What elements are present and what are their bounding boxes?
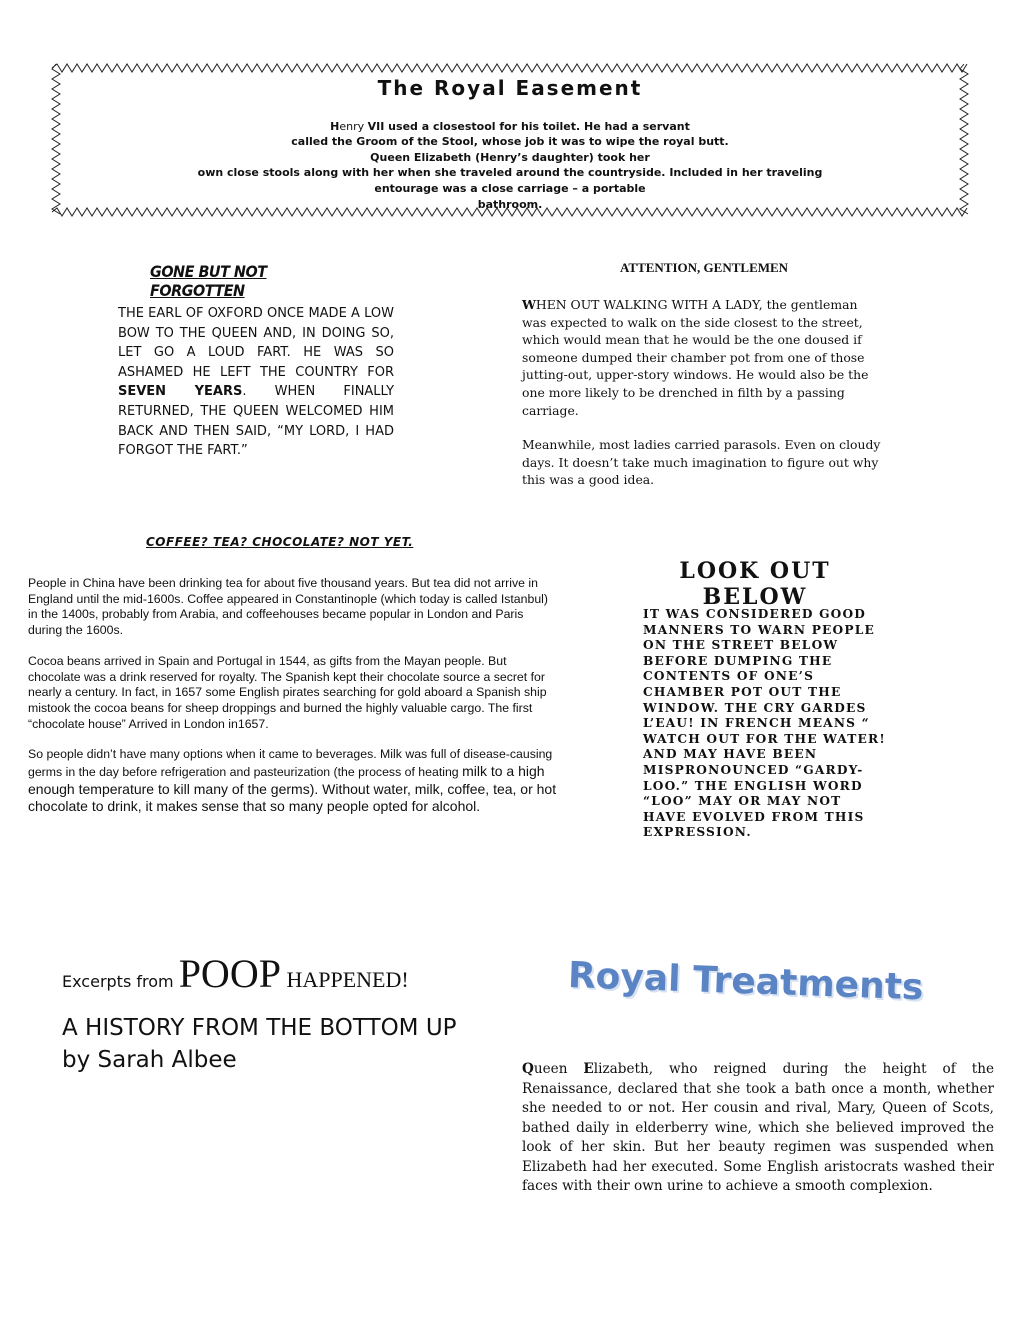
coffee-p3-a: So people didn’t have many options when it came to beverages. Milk was full of disease-causing germs in the day before refrigeration and pasteurization (the process of heating <box>28 747 553 780</box>
easement-line-1 <box>50 120 970 133</box>
coffee-paragraph-1: People in China have been drinking tea for about five thousand years. But tea did not arrive in England until the mid-1600s. Coffee appeared in Constantinople (which today is called Istanbul) in the 1400s, probably from Arabia, and coffeehouses became popular in London and Paris during the 1600s. <box>28 576 548 638</box>
coffee-heading: COFFEE? TEA? CHOCOLATE? NOT YET. <box>146 535 414 549</box>
royal-dropcap-e: E <box>583 1061 594 1077</box>
easement-line-1-b: enry <box>339 120 368 133</box>
lookout-heading: LOOK OUT BELOW <box>679 558 831 610</box>
attention-paragraph-2: Meanwhile, most ladies carried parasols. Even on cloudy days. It doesn’t take much imagination to figure out why this was a good idea. <box>522 437 881 488</box>
book-happened: HAPPENED! <box>280 967 409 992</box>
attention-dropcap: W <box>522 297 536 312</box>
royal-dropcap-q: Q <box>522 1061 534 1077</box>
coffee-paragraph-3 <box>28 747 558 816</box>
royal-treatments-body <box>522 1060 994 1197</box>
gone-heading: GONE BUT NOT FORGOTTEN <box>150 262 267 300</box>
easement-title: The Royal Easement <box>377 76 643 100</box>
book-subtitle: A HISTORY FROM THE BOTTOM UP by Sarah Albee <box>62 1015 457 1073</box>
royal-easement-box <box>50 62 970 218</box>
book-excerpts: Excerpts from <box>62 972 179 991</box>
easement-line-1-a: H <box>330 120 340 133</box>
easement-line-4: own close stools along with her when she traveled around the countryside. Included in her traveling <box>197 166 823 179</box>
attention-paragraph-1 <box>522 296 882 419</box>
gone-text-b: . WHEN FINALLY RETURNED, THE QUEEN WELCOMED HIM BACK AND THEN SAID, “MY LORD, I HAD FORGOT THE FART.” <box>118 384 395 459</box>
coffee-p3-b: milk to a high enough temperature to kill many of the germs). Without water, milk, coffee, tea, or hot chocolate to drink, it makes sense that so many people opted for alcohol. <box>28 763 557 815</box>
easement-line-5: entourage was a close carriage – a portable <box>374 182 646 195</box>
royal-ueen: ueen <box>533 1061 584 1077</box>
gone-body <box>118 304 394 461</box>
coffee-paragraph-2: Cocoa beans arrived in Spain and Portugal in 1544, as gifts from the Mayan people. But chocolate was a drink reserved for royalty. The Spanish kept their chocolate source a secret for nearly a century. In fact, in 1657 some English pirates searching for gold aboard a Spanish ship mistook the cocoa beans for sheep droppings and burned the highly valuable cargo. The first “chocolate house” Arrived in London in1657. <box>28 653 547 731</box>
gone-text-a: THE EARL OF OXFORD ONCE MADE A LOW BOW TO THE QUEEN AND, IN DOING SO, LET GO A LOUD FART. HE WAS SO ASHAMED HE LEFT THE COUNTRY FOR <box>118 306 394 380</box>
attention-body <box>522 296 882 489</box>
easement-line-3: Queen Elizabeth (Henry’s daughter) took her <box>370 151 650 164</box>
book-poop: POOP <box>178 951 281 996</box>
easement-line-1-c: VII used a closestool for his toilet. He had a servant <box>367 120 690 133</box>
easement-line-2: called the Groom of the Stool, whose job it was to wipe the royal butt. <box>291 135 729 148</box>
attention-p1-text: HEN OUT WALKING WITH A LADY, the gentleman was expected to walk on the side closest to the street, which would mean that he would be the one doused if someone dumped their chamber pot from one of those jutting-out, upper-story windows. He would also be the one more likely to be drenched in filth by a passing carriage. <box>522 297 869 418</box>
gone-text-bold: SEVEN YEARS <box>118 384 243 400</box>
attention-heading: ATTENTION, GENTLEMEN <box>620 260 789 275</box>
coffee-body <box>28 576 558 831</box>
book-title-line <box>62 950 409 997</box>
lookout-body: IT WAS CONSIDERED GOOD MANNERS TO WARN PEOPLE ON THE STREET BELOW BEFORE DUMPING THE CONTENTS OF ONE’S CHAMBER POT OUT THE WINDOW. THE CRY GARDES L’EAU! IN FRENCH MEANS “ WATCH OUT FOR THE WATER! AND MAY HAVE BEEN MISPRONOUNCED “GARDY-LOO.” THE ENGLISH WORD “LOO” MAY OR MAY NOT HAVE EVOLVED FROM THIS EXPRESSION. <box>643 607 886 840</box>
easement-line-6: bathroom. <box>477 198 543 211</box>
royal-text: lizabeth, who reigned during the height of the Renaissance, declared that she took a bath once a month, whether she needed to or not. Her cousin and rival, Mary, Queen of Scots, bathed daily in elderberry wine, which she believed improved the look of her skin. But her beauty regimen was suspended when Elizabeth had her executed. Some English aristocrats washed their faces with their own urine to achieve a smooth complexion. <box>522 1061 994 1194</box>
royal-treatments-heading: Royal Treatments <box>567 955 925 1009</box>
